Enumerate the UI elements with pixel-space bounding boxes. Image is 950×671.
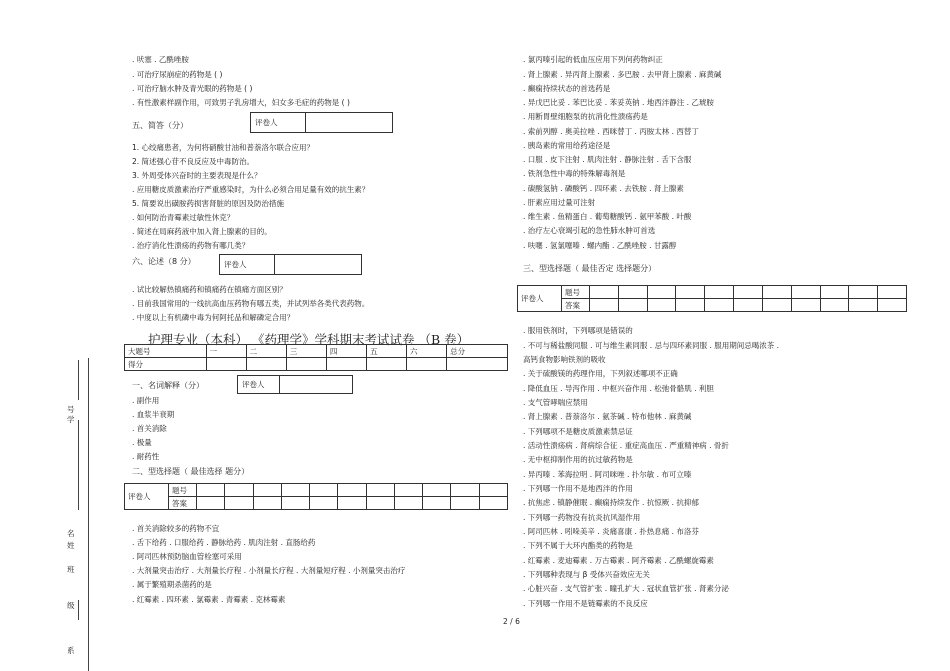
question-line: . 胰岛素的常用给药途径是 [523, 141, 611, 150]
answer-cell[interactable] [849, 299, 878, 312]
answer-cell[interactable] [394, 497, 422, 510]
answer-cell[interactable] [225, 497, 253, 510]
scorer-label: 评卷人 [220, 255, 275, 274]
question-line: . 属于繁殖期杀菌药的是 [132, 580, 212, 589]
score-cell[interactable] [407, 358, 447, 371]
question-line: . 下列哪一作用不是链霉素的不良反应 [523, 599, 648, 608]
score-row-label: 得分 [125, 358, 207, 371]
answer-cell[interactable] [197, 484, 225, 497]
answer-cell[interactable] [394, 484, 422, 497]
score-header-cell: 二 [246, 345, 286, 358]
answer-cell[interactable] [878, 286, 907, 299]
question-line: . 肾上腺素 . 异丙肾上腺素 . 多巴胺 . 去甲肾上腺素 . 麻黄碱 [523, 70, 722, 79]
question-line: . 治疗左心衰竭引起的急性肺水肿可首选 [523, 226, 656, 235]
question-line: . 血浆半衰期 [132, 410, 175, 419]
question-line: . 无中枢抑制作用的抗过敏药物是 [523, 455, 633, 464]
section-heading: 五、简答（分） [132, 121, 188, 130]
question-line: . 阿司匹林 . 吲哚美辛 . 炎痛喜康 . 扑热息痛 . 布洛芬 [523, 527, 699, 536]
grid-label: 答案 [169, 497, 197, 510]
question-line: . 红霉素 . 麦迪霉素 . 万古霉素 . 阿齐霉素 . 乙酰螺旋霉素 [523, 556, 714, 565]
answer-cell[interactable] [618, 286, 647, 299]
answer-cell[interactable] [253, 484, 281, 497]
question-line: . 降低血压 . 导泻作用 . 中枢兴奋作用 . 松弛骨骼肌 . 利胆 [523, 384, 714, 393]
question-line: . 下列哪种表现与 β 受体兴奋效应无关 [523, 570, 650, 579]
scorer-blank[interactable] [306, 113, 392, 132]
question-line: . 肾上腺素 . 普萘洛尔 . 氨茶碱 . 特布他林 . 麻黄碱 [523, 412, 692, 421]
question-line: . 可治疗尿崩症的药物是 ( ) [132, 70, 223, 79]
fill-line [78, 360, 79, 400]
section-heading: 二、型选择题（ 最佳选择 题分） [132, 467, 250, 476]
answer-cell[interactable] [878, 299, 907, 312]
question-line: . 舌下给药 . 口服给药 . 静脉给药 . 肌肉注射 . 直肠给药 [132, 538, 316, 547]
question-line: . 心脏兴奋 . 支气管扩张 . 瞳孔扩大 . 冠状血管扩张 . 肾素分泌 [523, 584, 729, 593]
scorer-box [237, 375, 353, 394]
side-label: 班 [67, 565, 75, 574]
question-line: . 铁剂急性中毒的特殊解毒剂是 [523, 169, 626, 178]
grid-label: 题号 [169, 484, 197, 497]
page-number: 2 / 6 [503, 617, 520, 626]
side-label: 名 [67, 529, 75, 538]
answer-cell[interactable] [791, 299, 820, 312]
answer-cell[interactable] [451, 484, 479, 497]
side-label: 学 [67, 415, 75, 424]
fill-line [78, 600, 79, 620]
grid-label: 题号 [562, 286, 590, 299]
answer-cell[interactable] [423, 497, 451, 510]
answer-cell[interactable] [310, 497, 338, 510]
question-line: . 肝素应用过量可注射 [523, 198, 596, 207]
side-label: 系 [67, 646, 75, 655]
question-line: . 氯丙嗪引起的低血压应用下列何药物纠正 [523, 55, 663, 64]
answer-cell[interactable] [366, 484, 394, 497]
score-header-cell: 五 [366, 345, 406, 358]
score-header-cell: 大题号 [125, 345, 207, 358]
side-label: 级 [67, 601, 75, 610]
question-line: . 异戊巴比妥 . 苯巴比妥 . 苯妥英钠 . 地西泮静注 . 乙琥胺 [523, 98, 714, 107]
score-cell[interactable] [286, 358, 326, 371]
answer-cell[interactable] [762, 286, 791, 299]
question-line: . 吠塞 . 乙酰唑胺 [132, 55, 189, 64]
scorer-label: 评卷人 [125, 484, 169, 510]
question-line: . 中度以上有机磷中毒为何阿托品和解磷定合用？ [132, 313, 295, 322]
question-line: . 可治疗脑水肿及青光眼的药物是 ( ) [132, 84, 253, 93]
answer-cell[interactable] [423, 484, 451, 497]
question-line: . 碳酸氢钠 . 磷酸钙 . 四环素 . 去铁胺 . 肾上腺素 [523, 184, 684, 193]
side-label: 号 [67, 405, 75, 414]
question-line: . 首关消除较多的药物不宜 [132, 524, 220, 533]
score-cell[interactable] [326, 358, 366, 371]
section-heading: 三、型选择题（ 最佳否定 选择题分） [523, 264, 657, 273]
answer-cell[interactable] [647, 299, 676, 312]
side-label: 姓 [67, 541, 75, 550]
question-line: . 下列哪项不是糖皮质激素禁忌证 [523, 427, 633, 436]
question-line: . 下列不属于大环内酯类的药物是 [523, 541, 633, 550]
answer-cell[interactable] [676, 286, 705, 299]
exam-title: 护理专业（本科） 《药理学》学科期末考试试卷 （B 卷） [148, 332, 470, 347]
score-header-cell: 三 [286, 345, 326, 358]
fill-line [78, 420, 79, 510]
question-line: . 用断胃壁细胞泵的抗消化性溃疡药是 [523, 112, 648, 121]
score-header-row [125, 345, 508, 358]
scorer-blank[interactable] [275, 255, 361, 274]
answer-cell[interactable] [197, 497, 225, 510]
score-header-cell: 四 [326, 345, 366, 358]
question-line: . 红霉素 . 四环素 . 氯霉素 . 青霉素 . 克林霉素 [132, 595, 286, 604]
scorer-blank[interactable] [280, 376, 352, 393]
answer-cell[interactable] [590, 299, 619, 312]
question-line: . 耐药性 [132, 452, 160, 461]
answer-cell[interactable] [281, 497, 309, 510]
question-line: 高钙食物影响铁剂的吸收 [523, 355, 606, 364]
answer-cell[interactable] [647, 286, 676, 299]
question-line: . 有性激素样副作用，可致男子乳房增大，妇女多毛症的药物是 ( ) [132, 98, 350, 107]
question-line: . 大剂量突击治疗 . 大剂量长疗程 . 小剂量长疗程 . 大剂量短疗程 . 小剂量突击治疗 [132, 566, 406, 575]
question-line: . 简述在局麻药液中加入肾上腺素的目的。 [132, 227, 272, 236]
binding-line [88, 358, 89, 671]
scorer-label: 评卷人 [238, 376, 280, 393]
question-line: . 活动性溃疡病 . 肾病综合征 . 重症高血压 . 严重精神病 . 骨折 [523, 441, 729, 450]
answer-cell[interactable] [762, 299, 791, 312]
answer-cell[interactable] [791, 286, 820, 299]
answer-cell[interactable] [338, 497, 366, 510]
question-line: . 口服 . 皮下注射 . 肌肉注射 . 静脉注射 . 舌下含服 [523, 155, 692, 164]
question-line: . 试比较解热镇痛药和镇痛药在镇痛方面区别？ [132, 285, 287, 294]
question-line: . 如何防治青霉素过敏性休克？ [132, 213, 235, 222]
question-line: . 服用铁剂时，下列哪项是错误的 [523, 326, 633, 335]
answer-cell[interactable] [820, 286, 849, 299]
answer-grid [517, 285, 907, 312]
answer-cell[interactable] [820, 299, 849, 312]
answer-cell[interactable] [676, 299, 705, 312]
question-line: . 治疗消化性溃疡的药物有哪几类？ [132, 241, 250, 250]
scorer-box [250, 112, 393, 133]
answer-cell[interactable] [734, 286, 763, 299]
question-line: . 癫痫持续状态的首选药是 [523, 84, 611, 93]
answer-cell[interactable] [310, 484, 338, 497]
answer-cell[interactable] [479, 497, 507, 510]
question-line: . 阿司匹林预防脑血管栓塞可采用 [132, 552, 242, 561]
question-line: . 首关消除 [132, 424, 167, 433]
question-line: . 抗焦虑 . 镇静催眠 . 癫痫持续发作 . 抗惊厥 . 抗抑郁 [523, 498, 699, 507]
question-line: 1. 心绞痛患者，为何将硝酸甘油和普萘洛尔联合应用？ [132, 143, 315, 152]
score-header-cell: 总分 [447, 345, 508, 358]
question-line: . 呋噻 . 氢氯噻嗪 . 螺内酯 . 乙酰唑胺 . 甘露醇 [523, 241, 677, 250]
score-cell[interactable] [206, 358, 246, 371]
answer-cell[interactable] [705, 286, 734, 299]
question-line: . 副作用 [132, 396, 160, 405]
score-header-cell: 一 [206, 345, 246, 358]
section-heading: 六、论述（8 分） [132, 257, 196, 266]
scorer-box [219, 254, 362, 275]
question-line: . 下列哪一药物没有抗炎抗风湿作用 [523, 513, 641, 522]
question-line: . 异丙嗪 . 苯海拉明 . 阿司咪唑 . 扑尔敏 . 布可立嗪 [523, 470, 692, 479]
question-line: . 极量 [132, 438, 152, 447]
answer-cell[interactable] [253, 497, 281, 510]
question-line: . 维生素 . 鱼精蛋白 . 葡萄糖酸钙 . 氨甲苯酸 . 叶酸 [523, 212, 692, 221]
answer-cell[interactable] [281, 484, 309, 497]
question-line: . 不可与稀盐酸同服 . 可与维生素同服 . 忌与四环素同服 . 服用期间忌喝浓茶 . [523, 341, 779, 350]
answer-cell[interactable] [451, 497, 479, 510]
answer-cell[interactable] [338, 484, 366, 497]
question-line: . 应用糖皮质激素治疗严重感染时，为什么必须合用足量有效的抗生素？ [132, 185, 370, 194]
question-line: 2. 简述强心苷不良反应及中毒防治。 [132, 157, 255, 166]
section-heading: 一、名词解释（分） [132, 381, 204, 390]
score-cell[interactable] [447, 358, 508, 371]
question-line: . 索前列醇 . 奥美拉唑 . 西咪替丁 . 丙胺太林 . 西替丁 [523, 127, 699, 136]
question-line: . 支气管哮喘应禁用 [523, 398, 588, 407]
scorer-label: 评卷人 [251, 113, 306, 132]
answer-cell[interactable] [705, 299, 734, 312]
scorer-label: 评卷人 [518, 286, 562, 312]
answer-cell[interactable] [618, 299, 647, 312]
question-line: 5. 简要说出磺胺药损害肾脏的原因及防治措施 [132, 199, 285, 208]
answer-cell[interactable] [734, 299, 763, 312]
answer-cell[interactable] [590, 286, 619, 299]
question-line: . 下列哪一作用不是地西泮的作用 [523, 484, 633, 493]
grid-label: 答案 [562, 299, 590, 312]
score-row [125, 358, 508, 371]
answer-grid [124, 483, 508, 510]
answer-cell[interactable] [366, 497, 394, 510]
answer-cell[interactable] [849, 286, 878, 299]
score-table [124, 344, 508, 371]
score-header-cell: 六 [407, 345, 447, 358]
answer-cell[interactable] [225, 484, 253, 497]
question-line: . 关于硫酸镁的药理作用，下列叙述哪项不正确 [523, 369, 678, 378]
answer-cell[interactable] [479, 484, 507, 497]
score-cell[interactable] [246, 358, 286, 371]
question-line: . 目前我国常用的一线抗高血压药物有哪五类，并试列举各类代表药物。 [132, 299, 370, 308]
question-line: 3. 外周受体兴奋时的主要表现是什么？ [132, 171, 262, 180]
score-cell[interactable] [366, 358, 406, 371]
